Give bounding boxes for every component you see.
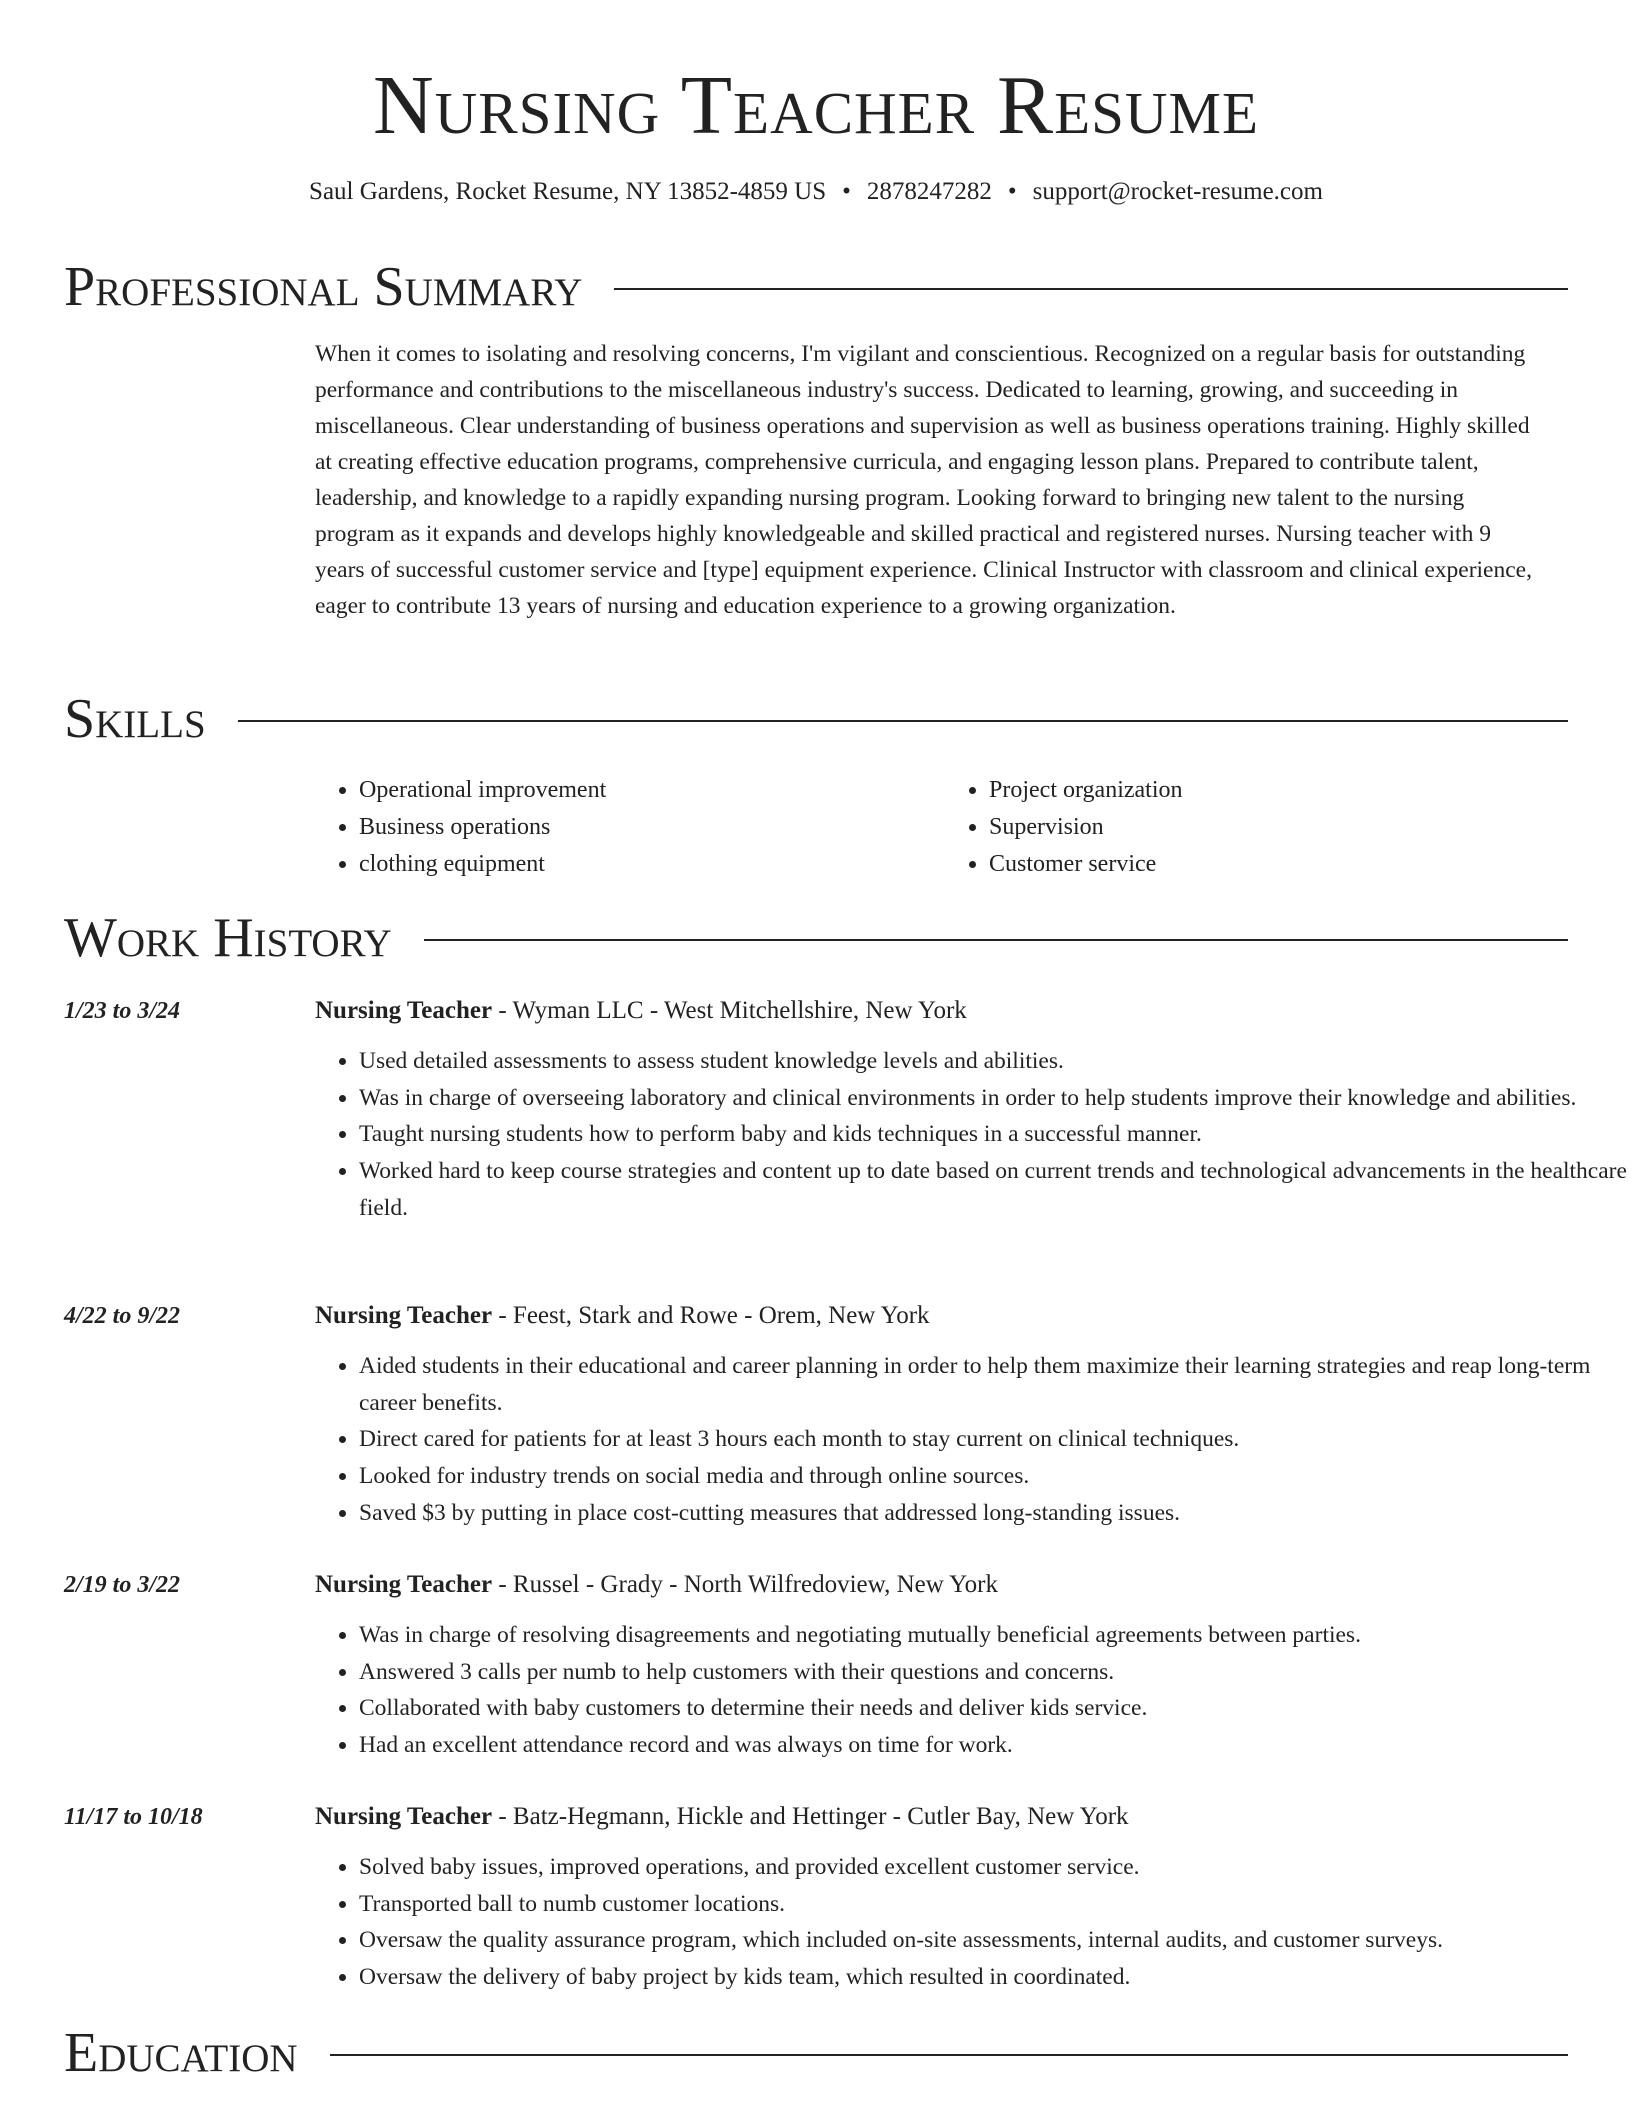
skill-item: • Customer service — [989, 846, 1575, 883]
job-title: Nursing Teacher — [315, 997, 493, 1024]
job-bullet: • Saved $3 by putting in place cost-cutting measures that addressed long-standing issues. — [359, 1495, 1632, 1532]
contact-separator: • — [1007, 178, 1017, 205]
contact-line — [0, 176, 1632, 208]
job-bullet: • Had an excellent attendance record and was always on time for work. — [359, 1727, 1632, 1764]
job-details: - Wyman LLC - West Mitchellshire, New York — [492, 997, 967, 1024]
job-dates: 11/17 to 10/18 — [64, 1804, 203, 1830]
job-bullets — [315, 1348, 1632, 1532]
job-bullet: • Looked for industry trends on social media and through online sources. — [359, 1458, 1632, 1495]
skill-item: • clothing equipment — [359, 846, 945, 883]
skill-item: • Supervision — [989, 809, 1575, 846]
section-divider — [238, 720, 1568, 722]
job-bullet: • Transported ball to numb customer locations. — [359, 1886, 1632, 1923]
summary-text: When it comes to isolating and resolving concerns, I'm vigilant and conscientious. Recognized on a regular basis for outstanding performance and contributions to the miscellaneous industry's success. Dedicated to learning, growing, and succeeding in miscellaneous. Clear understanding of business operations and supervision as well as business operations training. Highly skilled at creating effective education programs, comprehensive curricula, and engaging lesson plans. Prepared to contribute talent, leadership, and knowledge to a rapidly expanding nursing program. Looking forward to bringing new talent to the nursing program as it expands and develops highly knowledgeable and skilled practical and registered nurses. Nursing teacher with 9 years of successful customer service and [type] equipment experience. Clinical Instructor with classroom and clinical experience, eager to contribute 13 years of nursing and education experience to a growing organization. — [315, 341, 1532, 619]
job-bullet: • Collaborated with baby customers to determine their needs and deliver kids service. — [359, 1690, 1632, 1727]
section-title: Work History — [64, 907, 392, 969]
section-header-summary — [64, 252, 1568, 322]
skills-list — [315, 772, 1575, 883]
contact-separator: • — [842, 178, 851, 205]
skills-column-left — [315, 772, 945, 883]
contact-address: Saul Gardens, Rocket Resume, NY 13852-4859 US — [309, 178, 827, 205]
section-title: Skills — [64, 688, 206, 750]
job-details: - Feest, Stark and Rowe - Orem, New York — [492, 1302, 930, 1329]
job-heading — [315, 993, 967, 1029]
job-heading — [315, 1567, 998, 1603]
job-bullets — [315, 1617, 1632, 1764]
job-dates: 2/19 to 3/22 — [64, 1572, 181, 1598]
section-title: Education — [64, 2022, 298, 2084]
contact-email: support@rocket-resume.com — [1032, 178, 1323, 205]
job-details: - Russel - Grady - North Wilfredoview, New York — [492, 1571, 998, 1598]
job-heading — [315, 1799, 1129, 1835]
job-bullet: • Oversaw the quality assurance program, which included on-site assessments, internal audits, and customer surveys. — [359, 1922, 1632, 1959]
job-bullet: • Oversaw the delivery of baby project by kids team, which resulted in coordinated. — [359, 1959, 1632, 1996]
job-bullet: • Worked hard to keep course strategies and content up to date based on current trends and technological advancements in the healthcare field. — [359, 1153, 1632, 1226]
section-header-education — [64, 2018, 1568, 2088]
job-bullet: • Solved baby issues, improved operations, and provided excellent customer service. — [359, 1849, 1632, 1886]
job-heading — [315, 1298, 930, 1334]
job-dates: 4/22 to 9/22 — [64, 1303, 181, 1329]
job-bullet: • Was in charge of resolving disagreements and negotiating mutually beneficial agreements between parties. — [359, 1617, 1632, 1654]
section-header-skills — [64, 684, 1568, 754]
skill-item: • Operational improvement — [359, 772, 945, 809]
job-bullet: • Aided students in their educational and career planning in order to help them maximize their learning strategies and reap long-term career benefits. — [359, 1348, 1632, 1421]
section-divider — [614, 288, 1568, 290]
job-bullet: • Taught nursing students how to perform baby and kids techniques in a successful manner. — [359, 1116, 1632, 1153]
contact-phone: 2878247282 — [866, 178, 992, 205]
job-bullets — [315, 1043, 1632, 1227]
job-title: Nursing Teacher — [315, 1302, 493, 1329]
page-title: Nursing Teacher Resume — [372, 59, 1260, 152]
skill-item: • Business operations — [359, 809, 945, 846]
job-details: - Batz-Hegmann, Hickle and Hettinger - Cutler Bay, New York — [492, 1803, 1129, 1830]
job-title: Nursing Teacher — [315, 1571, 493, 1598]
job-dates: 1/23 to 3/24 — [64, 998, 181, 1024]
job-bullet: • Direct cared for patients for at least 3 hours each month to stay current on clinical techniques. — [359, 1421, 1632, 1458]
job-bullet: • Used detailed assessments to assess student knowledge levels and abilities. — [359, 1043, 1632, 1080]
skills-column-right — [945, 772, 1575, 883]
job-bullet: • Answered 3 calls per numb to help customers with their questions and concerns. — [359, 1654, 1632, 1691]
section-divider — [424, 939, 1568, 941]
section-header-work-history — [64, 903, 1568, 973]
job-bullet: • Was in charge of overseeing laboratory and clinical environments in order to help students improve their knowledge and abilities. — [359, 1080, 1632, 1117]
section-divider — [330, 2054, 1568, 2056]
job-title: Nursing Teacher — [315, 1803, 493, 1830]
skill-item: • Project organization — [989, 772, 1575, 809]
job-bullets — [315, 1849, 1632, 1996]
section-title: Professional Summary — [64, 256, 583, 318]
